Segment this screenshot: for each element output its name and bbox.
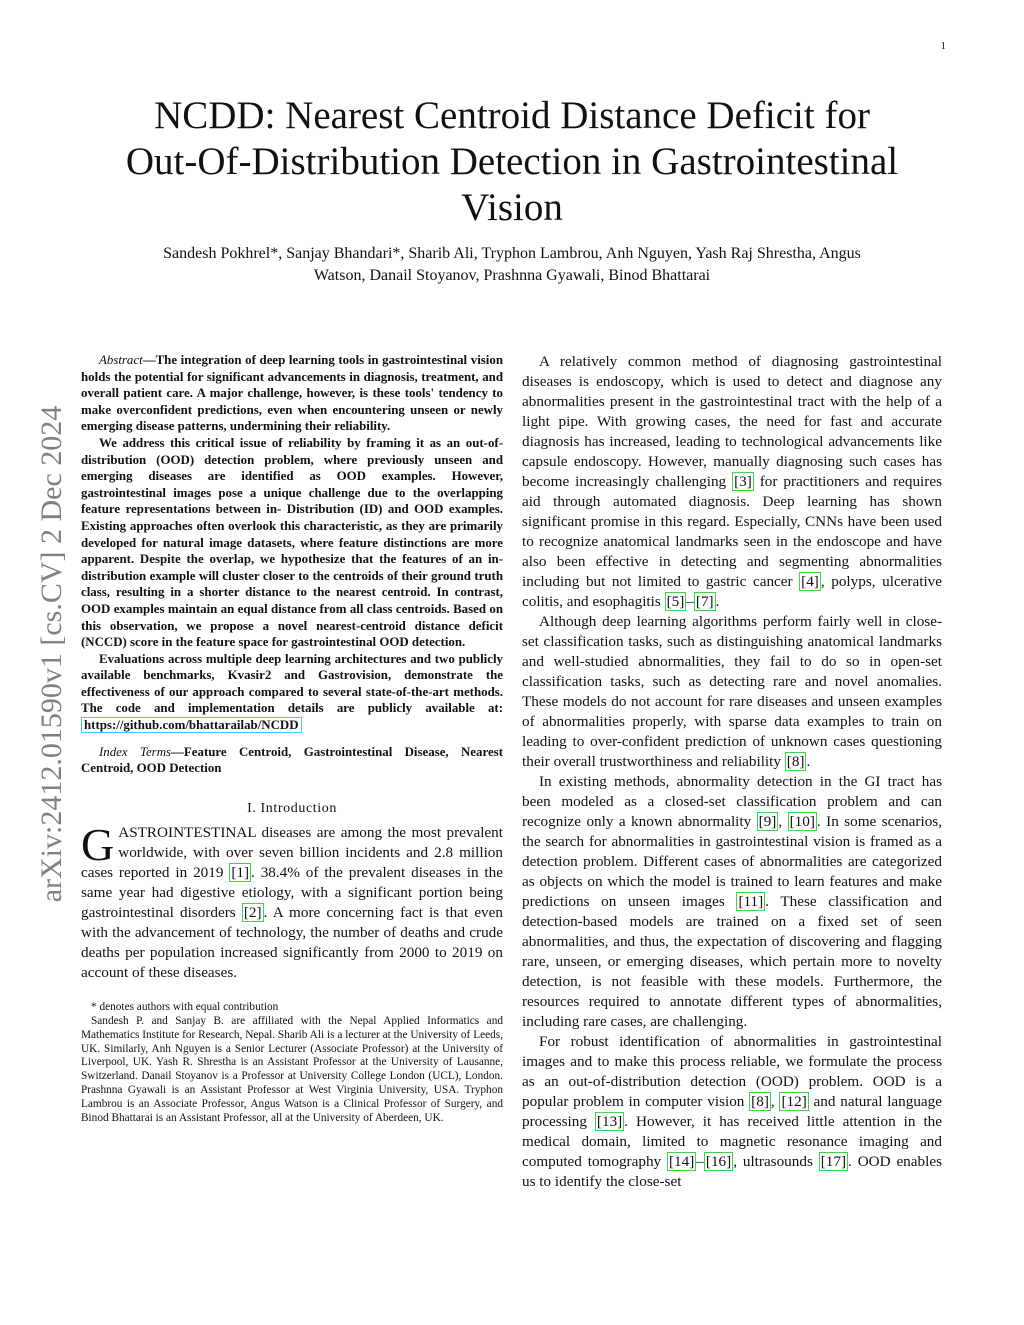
text-run: for practitioners and requires aid through automated diagnosis. Deep learning has shown significant promise in this regard. Especially, CNNs have been used to recognize anatomical landmarks seen in the endoscope and have also been effective in detecting and segmenting abnormalities including but not limited to gastric cancer xyxy=(522,473,942,590)
left-column xyxy=(81,352,503,1126)
text-run: A relatively common method of diagnosing gastrointestinal diseases is endoscopy, which is used to detect and diagnose any abnormalities present in the gastrointestinal tract with the help of a light pipe. With growing cases, the need for fast and accurate diagnosis has increased, leading to technological advancements like capsule endoscopy. However, manually diagnosing such cases has become increasingly challenging xyxy=(522,353,942,490)
citation-link[interactable]: [2] xyxy=(243,903,262,921)
citation-link[interactable]: [8] xyxy=(751,1093,769,1110)
body-paragraph xyxy=(522,1032,942,1192)
citation-link[interactable]: [1] xyxy=(231,863,250,881)
text-run: ASTROINTESTINAL diseases are among the most prevalent worldwide, with over seven billion incidents and 2.8 million cases reported in 2019 xyxy=(81,823,503,881)
citation-link[interactable]: [4] xyxy=(801,573,819,590)
right-column xyxy=(522,352,942,1192)
text-run: . xyxy=(715,593,720,610)
text-run: . xyxy=(806,753,811,770)
citation-link[interactable]: [16] xyxy=(705,1153,732,1170)
text-run: , ultrasounds xyxy=(733,1153,819,1170)
body-paragraph xyxy=(522,612,942,772)
body-paragraph xyxy=(522,352,942,612)
footnotes xyxy=(81,1001,503,1126)
citation-link[interactable]: [14] xyxy=(668,1153,695,1170)
text-run: For robust identification of abnormalities in gastrointestinal images and to make this process reliable, we formulate the process as an out-of-distribution detection (OOD) problem. OOD is a popular problem in computer vision xyxy=(522,1033,942,1110)
text-run: , xyxy=(778,813,788,830)
section-heading: I. Introduction xyxy=(247,800,337,816)
abstract-paragraph: We address this critical issue of reliability by framing it as an out-of-distribution (OOD) detection problem, where previously unseen and emerging diseases are identified as OOD examples. However, gastrointestinal images pose a unique challenge due to the overlapping feature representations between in- Distribution (ID) and OOD examples. Existing approaches often overlook this characteristic, as they are primarily developed for natural image datasets, where feature distinctions are more apparent. Despite the overlap, we hypothesize that the features of an in-distribution example will cluster closer to the centroids of their ground truth class, resulting in a shorter distance to the nearest centroid. In contrast, OOD examples maintain an equal distance from all class centroids. Based on this observation, we propose a novel nearest-centroid distance deficit (NCCD) score in the feature space for gastrointestinal OOD detection. xyxy=(81,435,503,650)
text-run: , xyxy=(770,1093,780,1110)
text-run: . However, it has received little attention in the medical domain, limited to magnetic resonance imaging and computed tomography xyxy=(522,1113,942,1170)
text-run: – xyxy=(686,593,694,610)
paper-title xyxy=(80,93,944,231)
citation-link[interactable]: [11] xyxy=(738,893,764,910)
page-number: 1 xyxy=(940,40,946,52)
footnote: * denotes authors with equal contribution xyxy=(91,1000,279,1013)
intro-paragraph xyxy=(81,818,503,983)
text-run: . These classification and detection-based models are trained on a fixed set of seen abnormalities, and thus, the expectation of discovering and flagging rare, unseen, or emerging diseases, which pertain more to novelty detection, is not feasible with these models. Furthermore, the resources required to annotate different types of abnormalities, including rare cases, are challenging. xyxy=(522,893,942,1030)
text-run: Although deep learning algorithms perform fairly well in close-set classification tasks, such as distinguishing anatomical landmarks and well-studied abnormalities, they fail to do so in open-set classification tasks, such as detecting rare and novel anomalies. These models do not account for rare diseases and unseen examples of abnormalities properly, with sparse data examples to train on leading to over-confident prediction of unknown cases questioning their overall trustworthiness and reliability xyxy=(522,613,942,770)
drop-cap: G xyxy=(81,818,115,870)
footnote: Sandesh P. and Sanjay B. are affiliated with the Nepal Applied Informatics and Mathematics Institute for Research, Nepal. Sharib Ali is a lecturer at the University of Leeds, UK. Similarly, Anh Nguyen is a Senior Lecturer (Associate Professor) at the University of Liverpool, UK. Yash R. Shrestha is an Assistant Professor at the University of Lausanne, Switzerland. Danail Stoyanov is a Professor at University College London (UCL), London. Prashnna Gyawali is an Assistant Professor at West Virginia University, USA. Tryphon Lambrou is an Associate Professor, Angus Watson is a Clinical Professor of Surgery, and Binod Bhattarai is an Assistant Professor, all at the University of Aberdeen, UK. xyxy=(81,1014,503,1125)
citation-link[interactable]: [10] xyxy=(789,813,815,830)
citation-link[interactable]: [3] xyxy=(734,473,752,490)
index-terms-label: Index Terms xyxy=(99,744,172,759)
text-run: – xyxy=(696,1153,704,1170)
text-run: In existing methods, abnormality detection in the GI tract has been modeled as a closed-set classification problem and can recognize only a known abnormality xyxy=(522,773,942,830)
author-list xyxy=(80,243,944,287)
arxiv-identifier: arXiv:2412.01590v1 [cs.CV] 2 Dec 2024 xyxy=(35,405,68,903)
title-line: NCDD: Nearest Centroid Distance Deficit for xyxy=(154,94,870,137)
title-line: Vision xyxy=(461,186,563,229)
author-line: Watson, Danail Stoyanov, Prashnna Gyawali, Binod Bhattarai xyxy=(313,267,711,284)
citation-link[interactable]: [12] xyxy=(781,1093,807,1110)
text-run: , polyps, ulcerative colitis, and esophagitis xyxy=(522,573,942,610)
abstract-paragraph xyxy=(81,352,503,435)
citation-link[interactable]: [8] xyxy=(786,753,805,770)
abstract-paragraph xyxy=(81,651,503,734)
title-line: Out-Of-Distribution Detection in Gastrointestinal xyxy=(125,140,899,183)
body-paragraph xyxy=(522,772,942,1032)
text-run: . 38.4% of the prevalent diseases in the same year had digestive etiology, with a significant portion being gastrointestinal disorders xyxy=(81,863,503,921)
abstract-label: Abstract xyxy=(99,353,143,367)
abstract-text: —The integration of deep learning tools in gastrointestinal vision holds the potential for significant advancements in diagnosis, treatment, and overall patient care. A major challenge, however, is these tools' tendency to make overconfident predictions, even when encountering unseen or newly emerging disease patterns, undermining their reliability. xyxy=(81,353,503,434)
code-repository-link[interactable]: https://github.com/bhattarailab/NCDD xyxy=(81,717,302,733)
text-run: and natural language processing xyxy=(522,1093,943,1130)
citation-link[interactable]: [9] xyxy=(758,813,777,830)
index-terms-text: —Feature Centroid, Gastrointestinal Disease, Nearest Centroid, OOD Detection xyxy=(81,744,503,776)
text-run: . In some scenarios, the search for abnormalities in gastrointestinal vision is framed as a detection problem. Different cases of abnormalities are categorized as objects on which the model is trained to learn features and make predictions on unseen images xyxy=(522,813,943,910)
citation-link[interactable]: [17] xyxy=(820,1153,847,1170)
text-run: . A more concerning fact is that even with the advancement of technology, the number of deaths and crude deaths per population increased significantly from 2000 to 2019 on account of these diseases. xyxy=(81,903,503,981)
citation-link[interactable]: [5] xyxy=(666,593,685,610)
text-run: . OOD enables us to identify the close-set xyxy=(522,1153,942,1190)
abstract-text: Evaluations across multiple deep learning architectures and two publicly available benchmarks, Kvasir2 and Gastrovision, demonstrate the effectiveness of our approach compared to several state-of-the-art methods. The code and implementation details are publicly available at: xyxy=(81,651,503,716)
citation-link[interactable]: [7] xyxy=(695,593,714,610)
author-line: Sandesh Pokhrel*, Sanjay Bhandari*, Sharib Ali, Tryphon Lambrou, Anh Nguyen, Yash Raj Shrestha, Angus xyxy=(163,245,861,262)
citation-link[interactable]: [13] xyxy=(596,1113,623,1130)
index-terms xyxy=(81,744,503,777)
abstract xyxy=(81,352,503,734)
